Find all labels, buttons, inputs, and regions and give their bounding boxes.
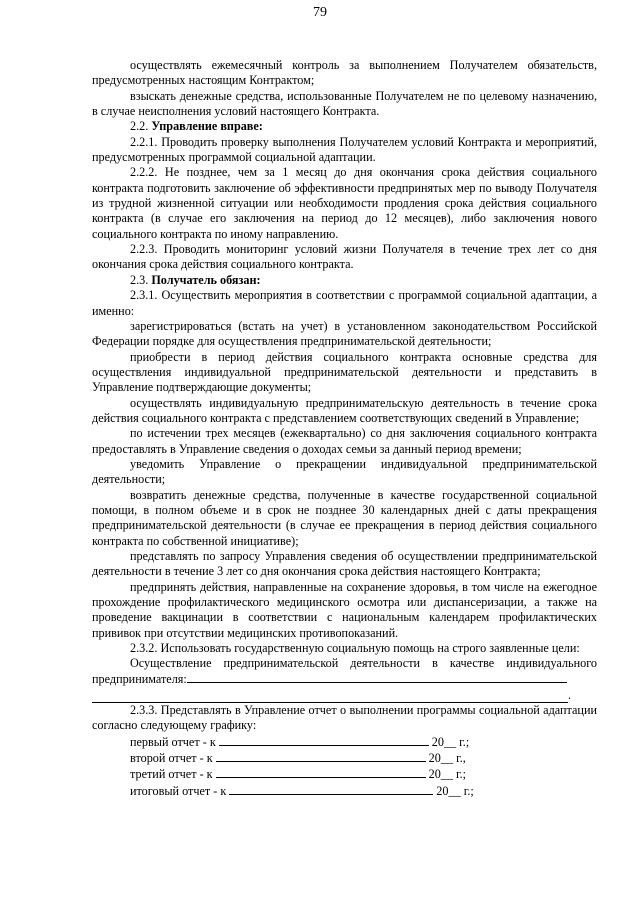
purpose-fill-line[interactable] [187, 672, 567, 683]
section-heading-2-2 [92, 119, 597, 134]
purpose-fill-line-2[interactable] [92, 687, 568, 703]
paragraph: 2.2.3. Проводить мониторинг условий жизни Получателя в течение трех лет со дня окончания срока действия социального контракта. [92, 242, 597, 272]
report-label: второй отчет - к [130, 751, 213, 766]
report-year: 20__ [431, 734, 457, 749]
report-date-line[interactable] [229, 783, 433, 795]
obligation-item: представлять по запросу Управления сведения об осуществлении предпринимательской деятельности в течение 3 лет со дня окончания срока действия настоящего Контракта; [92, 549, 597, 579]
section-number: 2.3. [130, 272, 149, 287]
paragraph: 2.3.3. Представлять в Управление отчет о выполнении программы социальной адаптации согласно следующему графику: [92, 703, 597, 733]
report-row [92, 734, 597, 750]
report-date-line[interactable] [216, 750, 426, 762]
report-schedule [92, 734, 597, 799]
report-year: 20__ [428, 767, 453, 782]
obligation-item: уведомить Управление о прекращении индивидуальной предпринимательской деятельности; [92, 456, 597, 487]
purpose-continuation [92, 687, 597, 703]
report-date-line[interactable] [216, 766, 426, 778]
report-label: первый отчет - к [130, 734, 216, 749]
obligation-item: зарегистрироваться (встать на учет) в установленном законодательством Российской Федерации порядке для осуществления предпринимательской деятельности; [92, 318, 597, 349]
obligation-item: возвратить денежные средства, полученные в качестве государственной социальной помощи, в полном объеме и в срок не позднее 30 календарных дней с даты прекращения предпринимательской деятельности (в случае ее прекращения в период действия социального контракта по собственной инициативе); [92, 487, 597, 548]
report-row [92, 750, 597, 766]
paragraph: осуществлять ежемесячный контроль за выполнением Получателем обязательств, предусмотренных настоящим Контрактом; [92, 58, 597, 88]
section-number: 2.2. [130, 119, 149, 134]
purpose-text: Осуществление предпринимательской деятельности в качестве индивидуального предпринимателя: [92, 656, 597, 686]
report-row [92, 766, 597, 782]
paragraph: 2.2.2. Не позднее, чем за 1 месяц до дня окончания срока действия социального контракта подготовить заключение об эффективности предпринятых мер по выводу Получателя из трудной жизненной ситуации или необходимости продления срока действия социального контракта (в случае его заключения на период до 12 месяцев), либо заключения нового социального контракта по иному направлению. [92, 165, 597, 241]
paragraph: 2.3.1. Осуществить мероприятия в соответствии с программой социальной адаптации, а именно: [92, 288, 597, 318]
paragraph: 2.2.1. Проводить проверку выполнения Получателем условий Контракта и мероприятий, предусмотренных программой социальной адаптации. [92, 134, 597, 165]
report-year-suffix: г.; [459, 734, 470, 749]
obligation-item: приобрести в период действия социального контракта основные средства для осуществления индивидуальной предпринимательской деятельности и представить в Управление подтверждающие документы; [92, 349, 597, 395]
paragraph: взыскать денежные средства, использованные Получателем не по целевому назначению, в случае неисполнения условий настоящего Контракта. [92, 88, 597, 119]
section-title: Управление вправе: [151, 119, 263, 134]
report-label: итоговый отчет - к [130, 783, 227, 798]
section-title: Получатель обязан: [151, 272, 261, 287]
report-year: 20__ [436, 783, 461, 798]
report-label: третий отчет - к [130, 767, 213, 782]
report-year-suffix: г.; [456, 767, 467, 782]
report-row [92, 783, 597, 799]
section-heading-2-3 [92, 273, 597, 288]
paragraph: 2.3.2. Использовать государственную социальную помощь на строго заявленные цели: [130, 641, 580, 656]
obligation-item: предпринять действия, направленные на сохранение здоровья, в том числе на ежегодное прохождение профилактического медицинского осмотра или диспансеризации, а также на проведение вакцинации в соответствии с национальным календарем профилактических прививок при отсутствии медицинских противопоказаний. [92, 579, 597, 640]
report-year-suffix: г.; [463, 783, 474, 798]
obligation-item: осуществлять индивидуальную предпринимательскую деятельность в течение срока действия социального контракта с представлением соответствующих сведений в Управление; [92, 395, 597, 425]
obligation-item: по истечении трех месяцев (ежеквартально) со дня заключения социального контракта предоставлять в Управление сведения о доходах семьи за данный период времени; [92, 426, 597, 456]
document-body [92, 58, 597, 799]
page-number: 79 [313, 5, 327, 20]
report-date-line[interactable] [219, 734, 429, 746]
purpose-end: . [568, 687, 572, 702]
report-year-suffix: г., [456, 751, 466, 766]
report-year: 20__ [428, 751, 454, 766]
purpose-statement [92, 656, 597, 687]
